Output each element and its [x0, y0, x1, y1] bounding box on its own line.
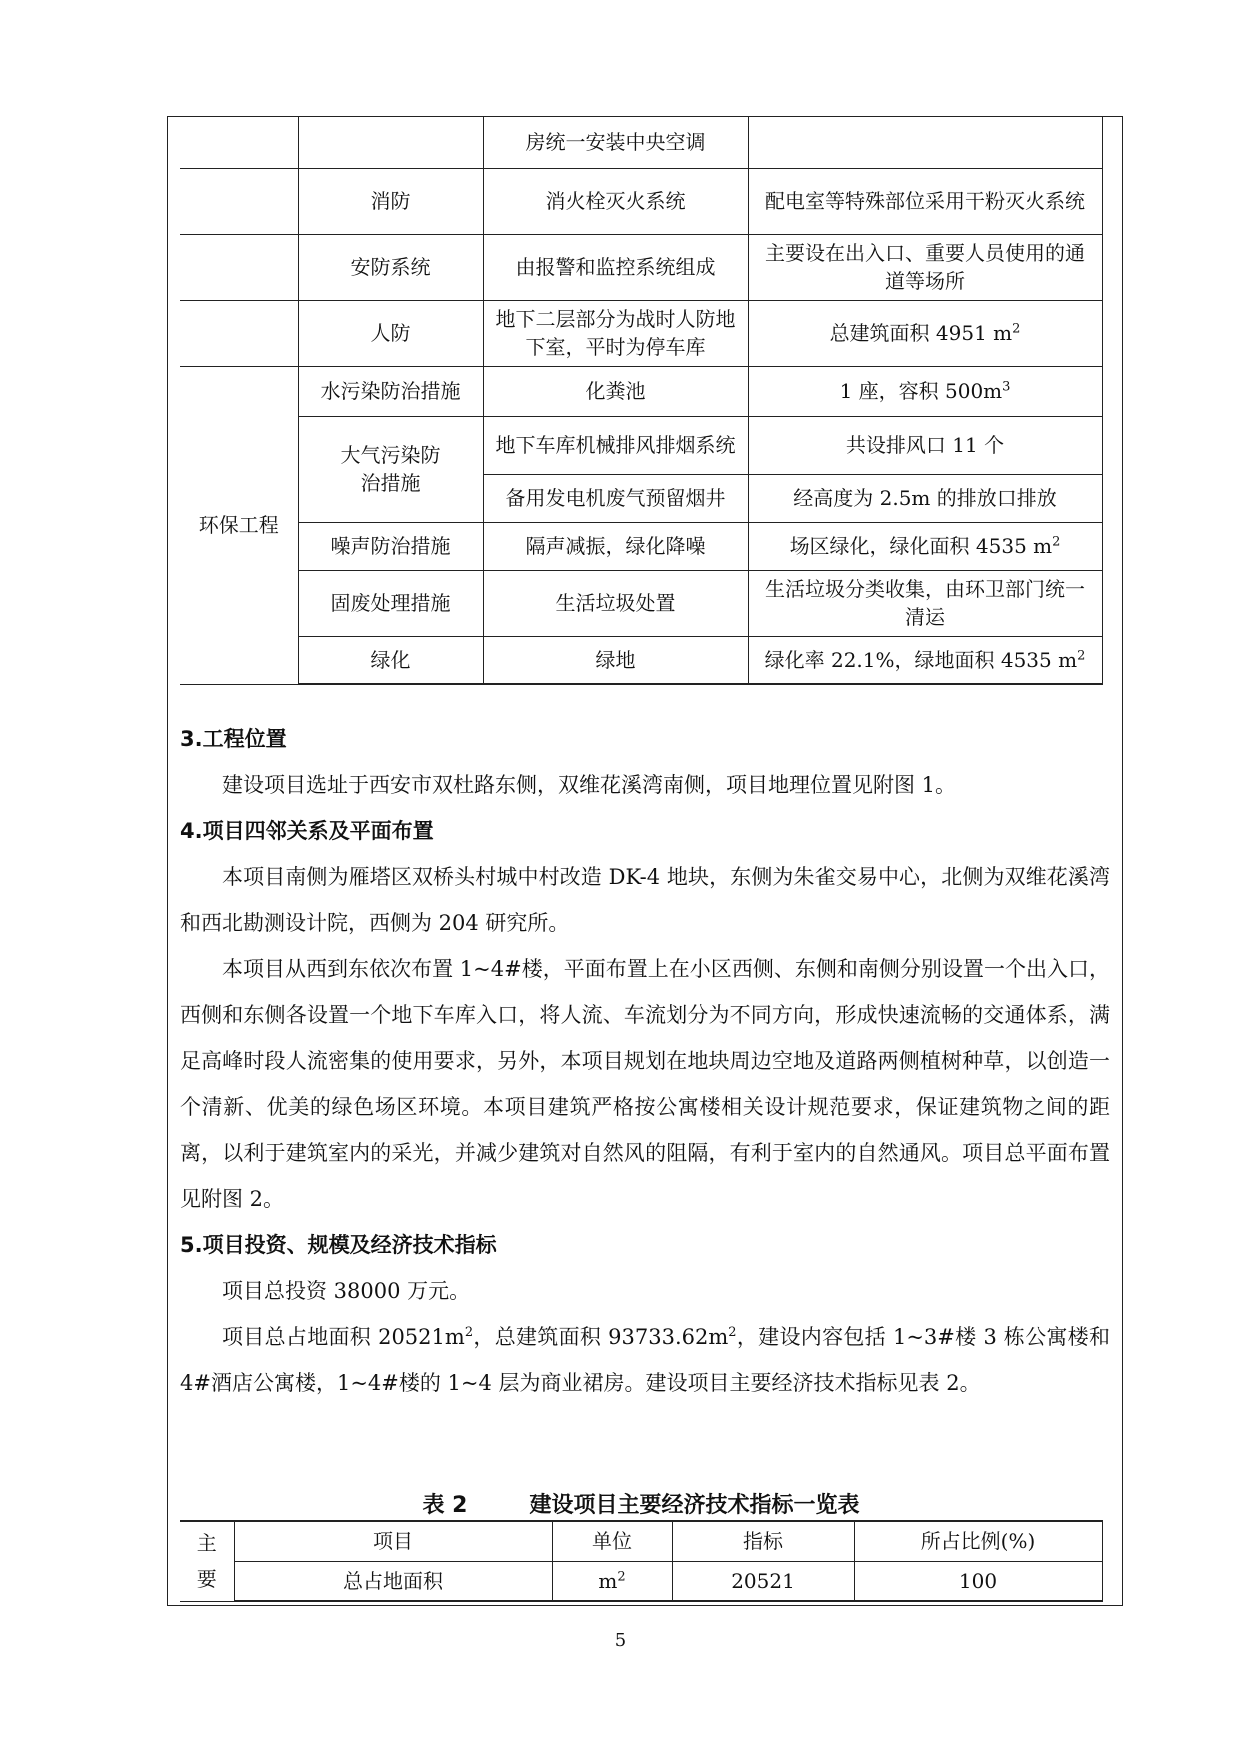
- table-cell: [180, 234, 298, 300]
- superscript: 2: [728, 1325, 737, 1340]
- text-run: ，建设内容包括 1~3#楼 3 栋公寓楼和 4#酒店公寓楼，1~4#楼的 1~4 层为商业裙房。建设项目主要经济技术指标见表 2。: [180, 1325, 1110, 1395]
- table-row: [180, 522, 1102, 570]
- paragraph: [180, 1314, 1110, 1406]
- table-cell: [748, 116, 1102, 168]
- cell-text: 绿化率 22.1%，绿地面积 4535 m: [764, 647, 1078, 672]
- column-header: 指标: [672, 1521, 854, 1561]
- paragraph: 本项目从西到东依次布置 1~4#楼，平面布置上在小区西侧、东侧和南侧分别设置一个出入口，西侧和东侧各设置一个地下车库入口，将人流、车流划分为不同方向，形成快速流畅的交通体系，满足高峰时段人流密集的使用要求，另外，本项目规划在地块周边空地及道路两侧植树种草，以创造一个清新、优美的绿色场区环境。本项目建筑严格按公寓楼相关设计规范要求，保证建筑物之间的距离，以利于建筑室内的采光，并减少建筑对自然风的阻隔，有利于室内的自然通风。项目总平面布置见附图 2。: [180, 957, 1110, 1211]
- table-row: [180, 116, 1102, 168]
- table-cell: 经高度为 2.5m 的排放口排放: [748, 474, 1102, 522]
- paragraph: 项目总投资 38000 万元。: [222, 1279, 471, 1303]
- env-category-cell: 环保工程: [180, 366, 298, 684]
- section-heading: 3.工程位置: [180, 727, 287, 751]
- table-cell: 消火栓灭火系统: [483, 168, 748, 234]
- table-cell: 生活垃圾处置: [483, 570, 748, 636]
- table-cell: 安防系统: [298, 234, 483, 300]
- cell-text: m: [598, 1568, 618, 1593]
- table-cell: 主要设在出入口、重要人员使用的通道等场所: [748, 234, 1102, 300]
- table-cell: [748, 522, 1102, 570]
- cell-text: 总建筑面积 4951 m: [829, 321, 1013, 345]
- table-row: [180, 168, 1102, 234]
- table-row: [180, 366, 1102, 416]
- superscript: 2: [617, 1569, 626, 1585]
- table-cell: [298, 116, 483, 168]
- table-cell: 水污染防治措施: [298, 366, 483, 416]
- paragraph: 建设项目选址于西安市双杜路东侧，双维花溪湾南侧，项目地理位置见附图 1。: [222, 773, 957, 797]
- table-row: [180, 1561, 1102, 1601]
- superscript: 3: [1002, 379, 1011, 395]
- table-cell: 100: [854, 1561, 1102, 1601]
- side-label-cell: 主要: [180, 1521, 234, 1601]
- table-cell: 大气污染防治措施: [298, 416, 483, 522]
- table-title: 建设项目主要经济技术指标一览表: [529, 1493, 860, 1518]
- table-cell: 20521: [672, 1561, 854, 1601]
- superscript: 2: [1077, 648, 1086, 664]
- text-run: ，总建筑面积 93733.62m: [473, 1325, 729, 1349]
- table-cell: [552, 1561, 672, 1601]
- project-composition-table: [180, 116, 1103, 685]
- table-cell: 绿地: [483, 636, 748, 684]
- section-heading: 5.项目投资、规模及经济技术指标: [180, 1233, 497, 1257]
- table-cell: 隔声减振，绿化降噪: [483, 522, 748, 570]
- superscript: 2: [1012, 321, 1021, 337]
- economic-indicator-table: [180, 1520, 1103, 1602]
- table-cell: 共设排风口 11 个: [748, 416, 1102, 474]
- table-row: [180, 300, 1102, 366]
- table-cell: [180, 116, 298, 168]
- table-cell: 地下车库机械排风排烟系统: [483, 416, 748, 474]
- table-cell: 配电室等特殊部位采用干粉灭火系统: [748, 168, 1102, 234]
- superscript: 2: [464, 1325, 474, 1340]
- text-run: 项目总占地面积 20521m: [222, 1325, 465, 1349]
- cell-text: 1 座，容积 500m: [839, 379, 1003, 403]
- table-cell: 总占地面积: [234, 1561, 552, 1601]
- table-cell: 生活垃圾分类收集，由环卫部门统一清运: [748, 570, 1102, 636]
- paragraph: 本项目南侧为雁塔区双桥头村城中村改造 DK-4 地块，东侧为朱雀交易中心，北侧为双维花溪湾和西北勘测设计院，西侧为 204 研究所。: [180, 865, 1110, 935]
- table-caption: [180, 1488, 1102, 1519]
- table-cell: 地下二层部分为战时人防地下室，平时为停车库: [483, 300, 748, 366]
- table-header-row: [180, 1521, 1102, 1561]
- table-cell: [748, 636, 1102, 684]
- table-cell: 化粪池: [483, 366, 748, 416]
- cell-text: 场区绿化，绿化面积 4535 m: [789, 534, 1053, 558]
- table-row: [180, 636, 1102, 684]
- table-number: 表 2: [422, 1493, 468, 1518]
- section-3: [180, 716, 1110, 808]
- column-header: 项目: [234, 1521, 552, 1561]
- table-cell: [180, 168, 298, 234]
- table-cell: 备用发电机废气预留烟井: [483, 474, 748, 522]
- section-5: [180, 1222, 1110, 1406]
- table-row: [180, 570, 1102, 636]
- table-cell: 噪声防治措施: [298, 522, 483, 570]
- table-row: [180, 234, 1102, 300]
- column-header: 单位: [552, 1521, 672, 1561]
- table-cell: 房统一安装中央空调: [483, 116, 748, 168]
- table-cell: [748, 366, 1102, 416]
- section-heading: 4.项目四邻关系及平面布置: [180, 819, 434, 843]
- table-cell: 绿化: [298, 636, 483, 684]
- section-4: [180, 808, 1110, 1222]
- table-cell: 由报警和监控系统组成: [483, 234, 748, 300]
- table-cell: [180, 300, 298, 366]
- column-header: 所占比例(%): [854, 1521, 1102, 1561]
- table-cell: 消防: [298, 168, 483, 234]
- table-row: [180, 416, 1102, 474]
- page-number: 5: [614, 1630, 627, 1651]
- table-cell: [748, 300, 1102, 366]
- table-cell: 人防: [298, 300, 483, 366]
- table-cell: 固废处理措施: [298, 570, 483, 636]
- superscript: 2: [1052, 534, 1061, 550]
